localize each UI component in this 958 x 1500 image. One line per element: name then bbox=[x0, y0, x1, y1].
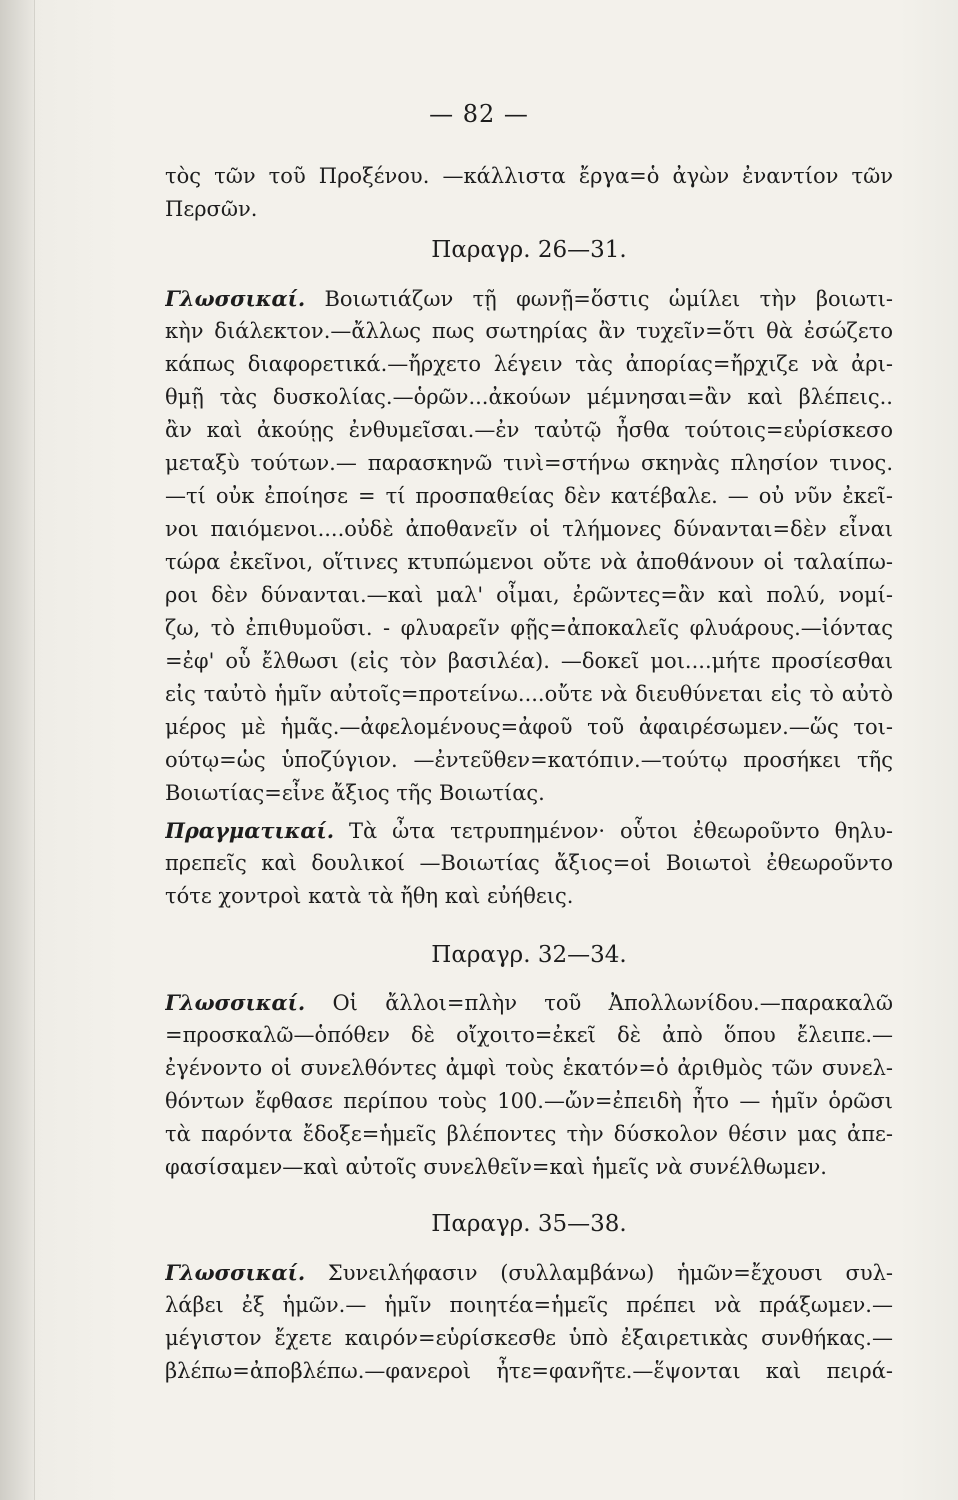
text-line: =ἐφ' οὗ ἔλθωσι (εἰς τὸν βασιλέα). —δοκεῖ μοι....μήτε προσίεσθαι bbox=[165, 649, 893, 673]
text-line: θόντων ἔφθασε περίπου τοὺς 100.—ὤν=ἐπειδὴ ἦτο — ἡμῖν ὁρῶσι bbox=[165, 1089, 893, 1113]
text-line bbox=[165, 814, 893, 847]
text-line: πρεπεῖς καὶ δουλικοί —Βοιωτίας ἄξιος=οἱ Βοιωτοὶ ἐθεωροῦντο bbox=[165, 851, 893, 875]
notes-label: Πραγματικαί. bbox=[165, 818, 335, 843]
continuation-paragraph bbox=[165, 160, 893, 226]
linguistic-notes-26-31 bbox=[165, 282, 893, 810]
text-line: μέγιστον ἔχετε καιρόν=εὑρίσκεσθε ὑπὸ ἐξαιρετικὰς συνθήκας.— bbox=[165, 1326, 893, 1350]
text-line bbox=[165, 986, 893, 1019]
text-line-body: Βοιωτιάζων τῇ φωνῇ=ὅστις ὡμίλει τὴν βοιωτι- bbox=[324, 287, 893, 311]
section-heading: Παραγρ. 32—34. bbox=[431, 942, 627, 968]
text-line: =προσκαλῶ—ὁπόθεν δὲ οἴχοιτο=ἐκεῖ δὲ ἀπὸ ὅπου ἔλειπε.— bbox=[165, 1023, 893, 1047]
linguistic-notes-35-38 bbox=[165, 1256, 893, 1388]
text-line: ζω, τὸ ἐπιθυμοῦσι. - φλυαρεῖν φῇς=ἀποκαλεῖς φλυάρους.—ἰόντας bbox=[165, 616, 893, 640]
text-line: εἰς ταὐτὸ ἡμῖν αὐτοῖς=προτείνω....οὔτε νὰ διευθύνεται εἰς τὸ αὐτὸ bbox=[165, 682, 893, 706]
text-line: κὴν διάλεκτον.—ἄλλως πως σωτηρίας ἂν τυχεῖν=ὅτι θὰ ἐσώζετο bbox=[165, 319, 893, 343]
text-line-body: Οἱ ἄλλοι=πλὴν τοῦ Ἀπολλωνίδου.—παρακαλῶ bbox=[332, 991, 893, 1015]
text-line: κάπως διαφορετικά.—ἤρχετο λέγειν τὰς ἀπορίας=ἤρχιζε νὰ ἀρι- bbox=[165, 352, 893, 376]
text-line: νοι παιόμενοι....οὐδὲ ἀποθανεῖν οἱ τλήμονες δύνανται=δὲν εἶναι bbox=[165, 517, 893, 541]
text-line: Βοιωτίας=εἶνε ἄξιος τῆς Βοιωτίας. bbox=[165, 781, 545, 805]
notes-label: Γλωσσικαί. bbox=[165, 990, 306, 1015]
text-line: τὰ παρόντα ἔδοξε=ἡμεῖς βλέποντες τὴν δύσκολον θέσιν μας ἀπε- bbox=[165, 1122, 893, 1146]
text-line: ροι δὲν δύνανται.—καὶ μαλ' οἶμαι, ἐρῶντες=ἂν καὶ πολύ, νομί- bbox=[165, 583, 893, 607]
notes-label: Γλωσσικαί. bbox=[165, 286, 306, 311]
section-heading: Παραγρ. 35—38. bbox=[431, 1211, 627, 1237]
text-line: λάβει ἐξ ἡμῶν.— ἡμῖν ποιητέα=ἡμεῖς πρέπει νὰ πράξωμεν.— bbox=[165, 1293, 893, 1317]
text-line: ἐγένοντο οἱ συνελθόντες ἀμφὶ τοὺς ἑκατόν=ὁ ἀριθμὸς τῶν συνελ- bbox=[165, 1056, 893, 1080]
text-line: τὸς τῶν τοῦ Προξένου. —κάλλιστα ἔργα=ὁ ἀγὼν ἐναντίον τῶν bbox=[165, 164, 893, 188]
text-line: φασίσαμεν—καὶ αὐτοῖς συνελθεῖν=καὶ ἡμεῖς νὰ συνέλθωμεν. bbox=[165, 1155, 827, 1179]
section-heading: Παραγρ. 26—31. bbox=[431, 237, 627, 263]
text-line: ἂν καὶ ἀκούῃς ἐνθυμεῖσαι.—ἐν ταὐτῷ ἦσθα τούτοις=εὑρίσκεσο bbox=[165, 418, 893, 442]
page-binding-edge bbox=[0, 0, 35, 1500]
text-line: θμῇ τὰς δυσκολίας.—ὁρῶν...ἀκούων μέμνησαι=ἂν καὶ βλέπεις.. bbox=[165, 385, 893, 409]
text-line: τότε χοντροὶ κατὰ τὰ ἤθη καὶ εὐήθεις. bbox=[165, 884, 574, 908]
factual-notes bbox=[165, 814, 893, 913]
linguistic-notes-32-34 bbox=[165, 986, 893, 1184]
notes-label: Γλωσσικαί. bbox=[165, 1260, 306, 1285]
text-line-body: Συνειλήφασιν (συλλαμβάνω) ἡμῶν=ἔχουσι συλ- bbox=[327, 1261, 893, 1285]
text-line: μέρος μὲ ἡμᾶς.—ἀφελομένους=ἀφοῦ τοῦ ἀφαιρέσωμεν.—ὥς τοι- bbox=[165, 715, 893, 739]
text-line: ούτῳ=ὡς ὑποζύγιον. —ἐντεῦθεν=κατόπιν.—τούτῳ προσήκει τῆς bbox=[165, 748, 893, 772]
text-line: Περσῶν. bbox=[165, 197, 258, 221]
text-line bbox=[165, 282, 893, 315]
text-line: βλέπω=ἀποβλέπω.—φανεροὶ ἦτε=φανῆτε.—ἕψονται καὶ πειρά- bbox=[165, 1359, 893, 1383]
text-line bbox=[165, 1256, 893, 1289]
text-line: μεταξὺ τούτων.— παρασκηνῶ τινὶ=στήνω σκηνὰς πλησίον τινος. bbox=[165, 451, 893, 475]
text-line-body: Τὰ ὦτα τετρυπημένον· οὗτοι ἐθεωροῦντο θηλυ- bbox=[349, 819, 893, 843]
text-line: τώρα ἐκεῖνοι, οἵτινες κτυπώμενοι οὔτε νὰ ἀποθάνουν οἱ ταλαίπω- bbox=[165, 550, 893, 574]
page-number: — 82 — bbox=[429, 100, 529, 128]
text-line: —τί οὐκ ἐποίησε = τί προσπαθείας δὲν κατέβαλε. — οὐ νῦν ἐκεῖ- bbox=[165, 484, 893, 508]
